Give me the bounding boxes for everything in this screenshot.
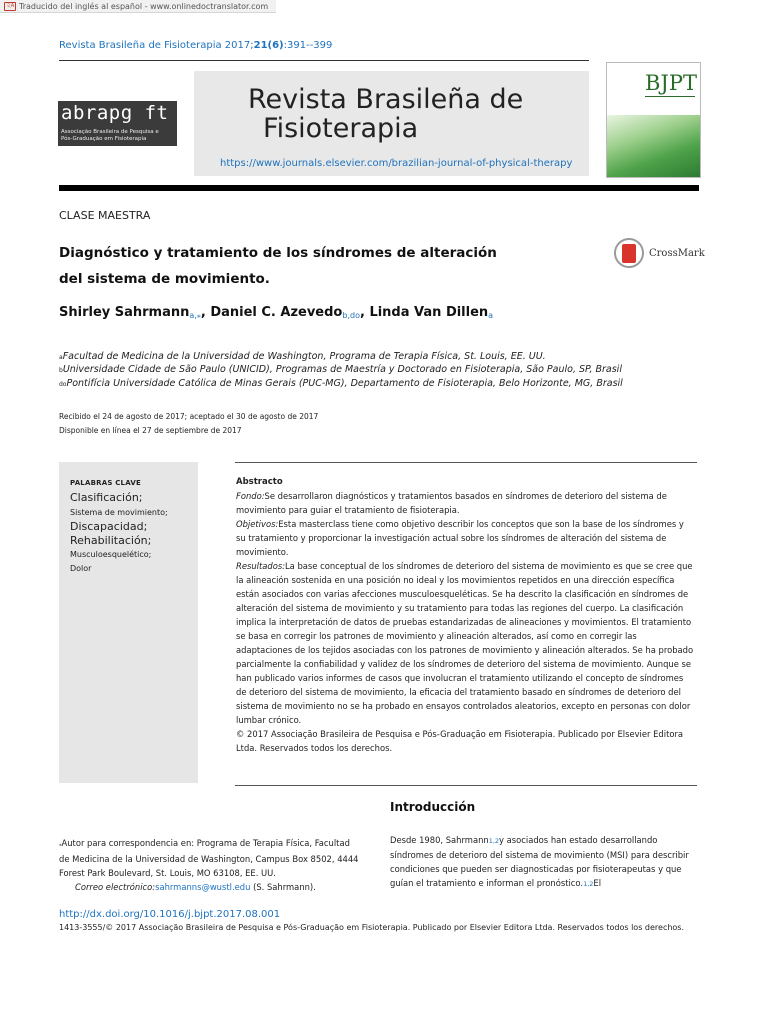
affiliation-text: Pontifícia Universidade Católica de Minas Gerais (PUC-MG), Departamento de Fisioterapia, Belo Horizonte, MG, Brasil	[66, 378, 623, 389]
keyword: Discapacidad;	[70, 520, 148, 533]
results-text: La base conceptual de los síndromes de deterioro del sistema de movimiento es que se cree que la alineación sostenida en una posición no ideal y los movimientos repetidos en una dirección específica están asociados con varias afecciones musculoesqueléticas. Se ha descrito la clasificación en síndromes de alteración del sistema de movimiento y su tratamiento para todas las regiones del cuerpo. La clasificación implica la interpretación de datos de pruebas estandarizadas de alineaciones y movimientos. El tratamiento se basa en corregir los patrones de movimiento y alineación alterados, así como en corregir las adaptaciones de los tejidos asociadas con los patrones de movimiento y alineación alterados. Se ha probado parcialmente la confiabilidad y validez de los síndromes de deterioro del sistema de movimiento. Aunque se han publicado varios informes de casos que involucran el tratamiento utilizando el concepto de síndromes de deterioro del sistema de movimiento, la eficacia del tratamiento basado en síndromes de deterioro del sistema de movimiento no se ha probado en ensayos controlados aleatorios, excepto en personas con dolor lumbar crónico.	[236, 561, 694, 725]
affiliation	[59, 378, 623, 389]
top-divider	[59, 60, 589, 61]
author-list	[59, 305, 493, 320]
journal-reference[interactable]	[59, 40, 332, 51]
journal-cover-image	[606, 62, 701, 178]
issn-copyright: 1413-3555/© 2017 Associação Brasileira de Pesquisa e Pós-Graduação em Fisioterapia. Publicado por Elsevier Editora Ltda. Reservados todos los derechos.	[59, 923, 685, 932]
cover-acronym: BJPT	[645, 71, 697, 95]
abrapg-logo	[58, 101, 177, 146]
email-label: Correo electrónico:	[75, 882, 156, 892]
journal-url-link[interactable]: https://www.journals.elsevier.com/brazilian-journal-of-physical-therapy	[220, 158, 573, 169]
keyword: Sistema de movimiento;	[70, 508, 168, 517]
cover-art	[607, 115, 700, 177]
citation-link[interactable]: 1,2	[583, 880, 594, 888]
abstract-copyright: © 2017 Associação Brasileira de Pesquisa e Pós-Graduação em Fisioterapia. Publicado por Elsevier Editora Ltda. Reservados todos los derechos.	[236, 729, 684, 753]
keyword: Musculoesquelético;	[70, 550, 152, 559]
affiliation-mark: b	[59, 367, 63, 374]
background-text: Se desarrollaron diagnósticos y tratamientos basados en síndromes de deterioro del sistema de movimiento para guiar el tratamiento de fisioterapia.	[236, 491, 667, 515]
journal-ref-prefix: Revista Brasileña de Fisioterapia 2017;	[59, 40, 254, 51]
keyword: Rehabilitación;	[70, 534, 152, 547]
correspondence-mark: ⁎	[59, 842, 62, 848]
keyword: Dolor	[70, 564, 92, 573]
correspondence-note	[59, 836, 359, 894]
introduction-text	[390, 833, 700, 891]
author-marks[interactable]: a	[488, 311, 494, 320]
translator-banner-text: Traducido del inglés al español - www.onlinedoctranslator.com	[19, 1, 269, 11]
email-link[interactable]: sahrmanns@wustl.edu	[155, 882, 251, 892]
online-date: Disponible en línea el 27 de septiembre de 2017	[59, 426, 242, 435]
author-separator: ,	[200, 305, 211, 320]
doi-link[interactable]: http://dx.doi.org/10.1016/j.bjpt.2017.08.001	[59, 909, 281, 920]
journal-title-line1: Revista Brasileña de	[248, 84, 524, 115]
article-title-line2: del sistema de movimiento.	[59, 271, 270, 287]
correspondence-text: Autor para correspondencia en: Programa de Terapia Física, Facultad de Medicina de la Universidad de Washington, Campus Box 8502, 4444 Forest Park Boulevard, St. Louis, MO 63108, EE. UU.	[59, 838, 359, 878]
author-name: Shirley Sahrmann	[59, 305, 190, 320]
logo-subtitle-line1: Associação Brasileira de Pesquisa e	[61, 129, 159, 135]
journal-ref-pages: :391--399	[283, 40, 333, 51]
abstract-objectives	[236, 517, 694, 559]
header-thick-divider	[59, 185, 699, 191]
article-title-line1: Diagnóstico y tratamiento de los síndromes de alteración	[59, 245, 497, 261]
received-date: Recibido el 24 de agosto de 2017; aceptado el 30 de agosto de 2017	[59, 412, 319, 421]
affiliation	[59, 364, 622, 375]
keywords-heading: PALABRAS CLAVE	[70, 479, 141, 487]
logo-subtitle-line2: Pós-Graduação em Fisioterapia	[61, 136, 147, 142]
author-name: Linda Van Dillen	[369, 305, 489, 320]
affiliation-text: Facultad de Medicina de la Universidad de Washington, Programa de Terapia Física, St. Louis, EE. UU.	[62, 351, 546, 362]
abstract-top-rule	[235, 462, 697, 463]
abstract-results	[236, 559, 694, 727]
journal-title-line2: Fisioterapia	[263, 113, 419, 144]
keyword: Clasificación;	[70, 491, 143, 504]
affiliation-text: Universidade Cidade de São Paulo (UNICID), Programas de Maestría y Doctorado en Fisioterapia, São Paulo, SP, Brasil	[62, 364, 622, 375]
background-label: Fondo:	[236, 491, 265, 501]
translate-icon: 文A	[5, 2, 15, 9]
citation-link[interactable]: 1,2	[488, 837, 500, 845]
intro-text-b: y asociados han estado desarrollando síndromes de deterioro del sistema de movimiento (MSI) para describir condiciones que pueden ser diagnosticadas por fisioterapeutas y que guían el tratamiento e informan el pronóstico.	[390, 835, 689, 888]
article-title	[59, 240, 529, 292]
objectives-label: Objetivos:	[236, 519, 279, 529]
section-label: CLASE MAESTRA	[59, 209, 151, 222]
affiliation-mark: do	[59, 381, 67, 388]
logo-subtitle	[61, 129, 159, 143]
author-name: Daniel C. Azevedo	[210, 305, 343, 320]
cover-rule	[645, 96, 695, 97]
crossmark-icon	[614, 238, 644, 268]
email-owner: (S. Sahrmann).	[250, 882, 316, 892]
objectives-text: Esta masterclass tiene como objetivo describir los conceptos que son la base de los síndromes y su tratamiento y proporcionar la investigación actual sobre los síndromes de alteración del sistema de movimiento.	[236, 519, 684, 557]
intro-text-a: Desde 1980, Sahrmann	[390, 835, 489, 845]
affiliation	[59, 351, 546, 362]
crossmark-button[interactable]	[614, 238, 705, 268]
abstract-heading: Abstracto	[236, 477, 283, 487]
author-marks[interactable]: a,⁎	[189, 311, 201, 320]
affiliation-mark: a	[59, 354, 63, 361]
intro-text-c: El	[593, 878, 602, 888]
author-separator: ,	[359, 305, 370, 320]
crossmark-label: CrossMark	[649, 247, 705, 259]
results-label: Resultados:	[236, 561, 286, 571]
translator-banner[interactable]	[0, 0, 276, 13]
journal-ref-issue: 21(6)	[253, 40, 284, 51]
author-marks[interactable]: b,do	[342, 311, 360, 320]
introduction-heading: Introducción	[390, 800, 476, 814]
abstract-block	[236, 475, 694, 755]
abstract-bottom-rule	[235, 785, 697, 786]
logo-wordmark: abrapg ft	[61, 102, 169, 124]
abstract-background	[236, 489, 694, 517]
